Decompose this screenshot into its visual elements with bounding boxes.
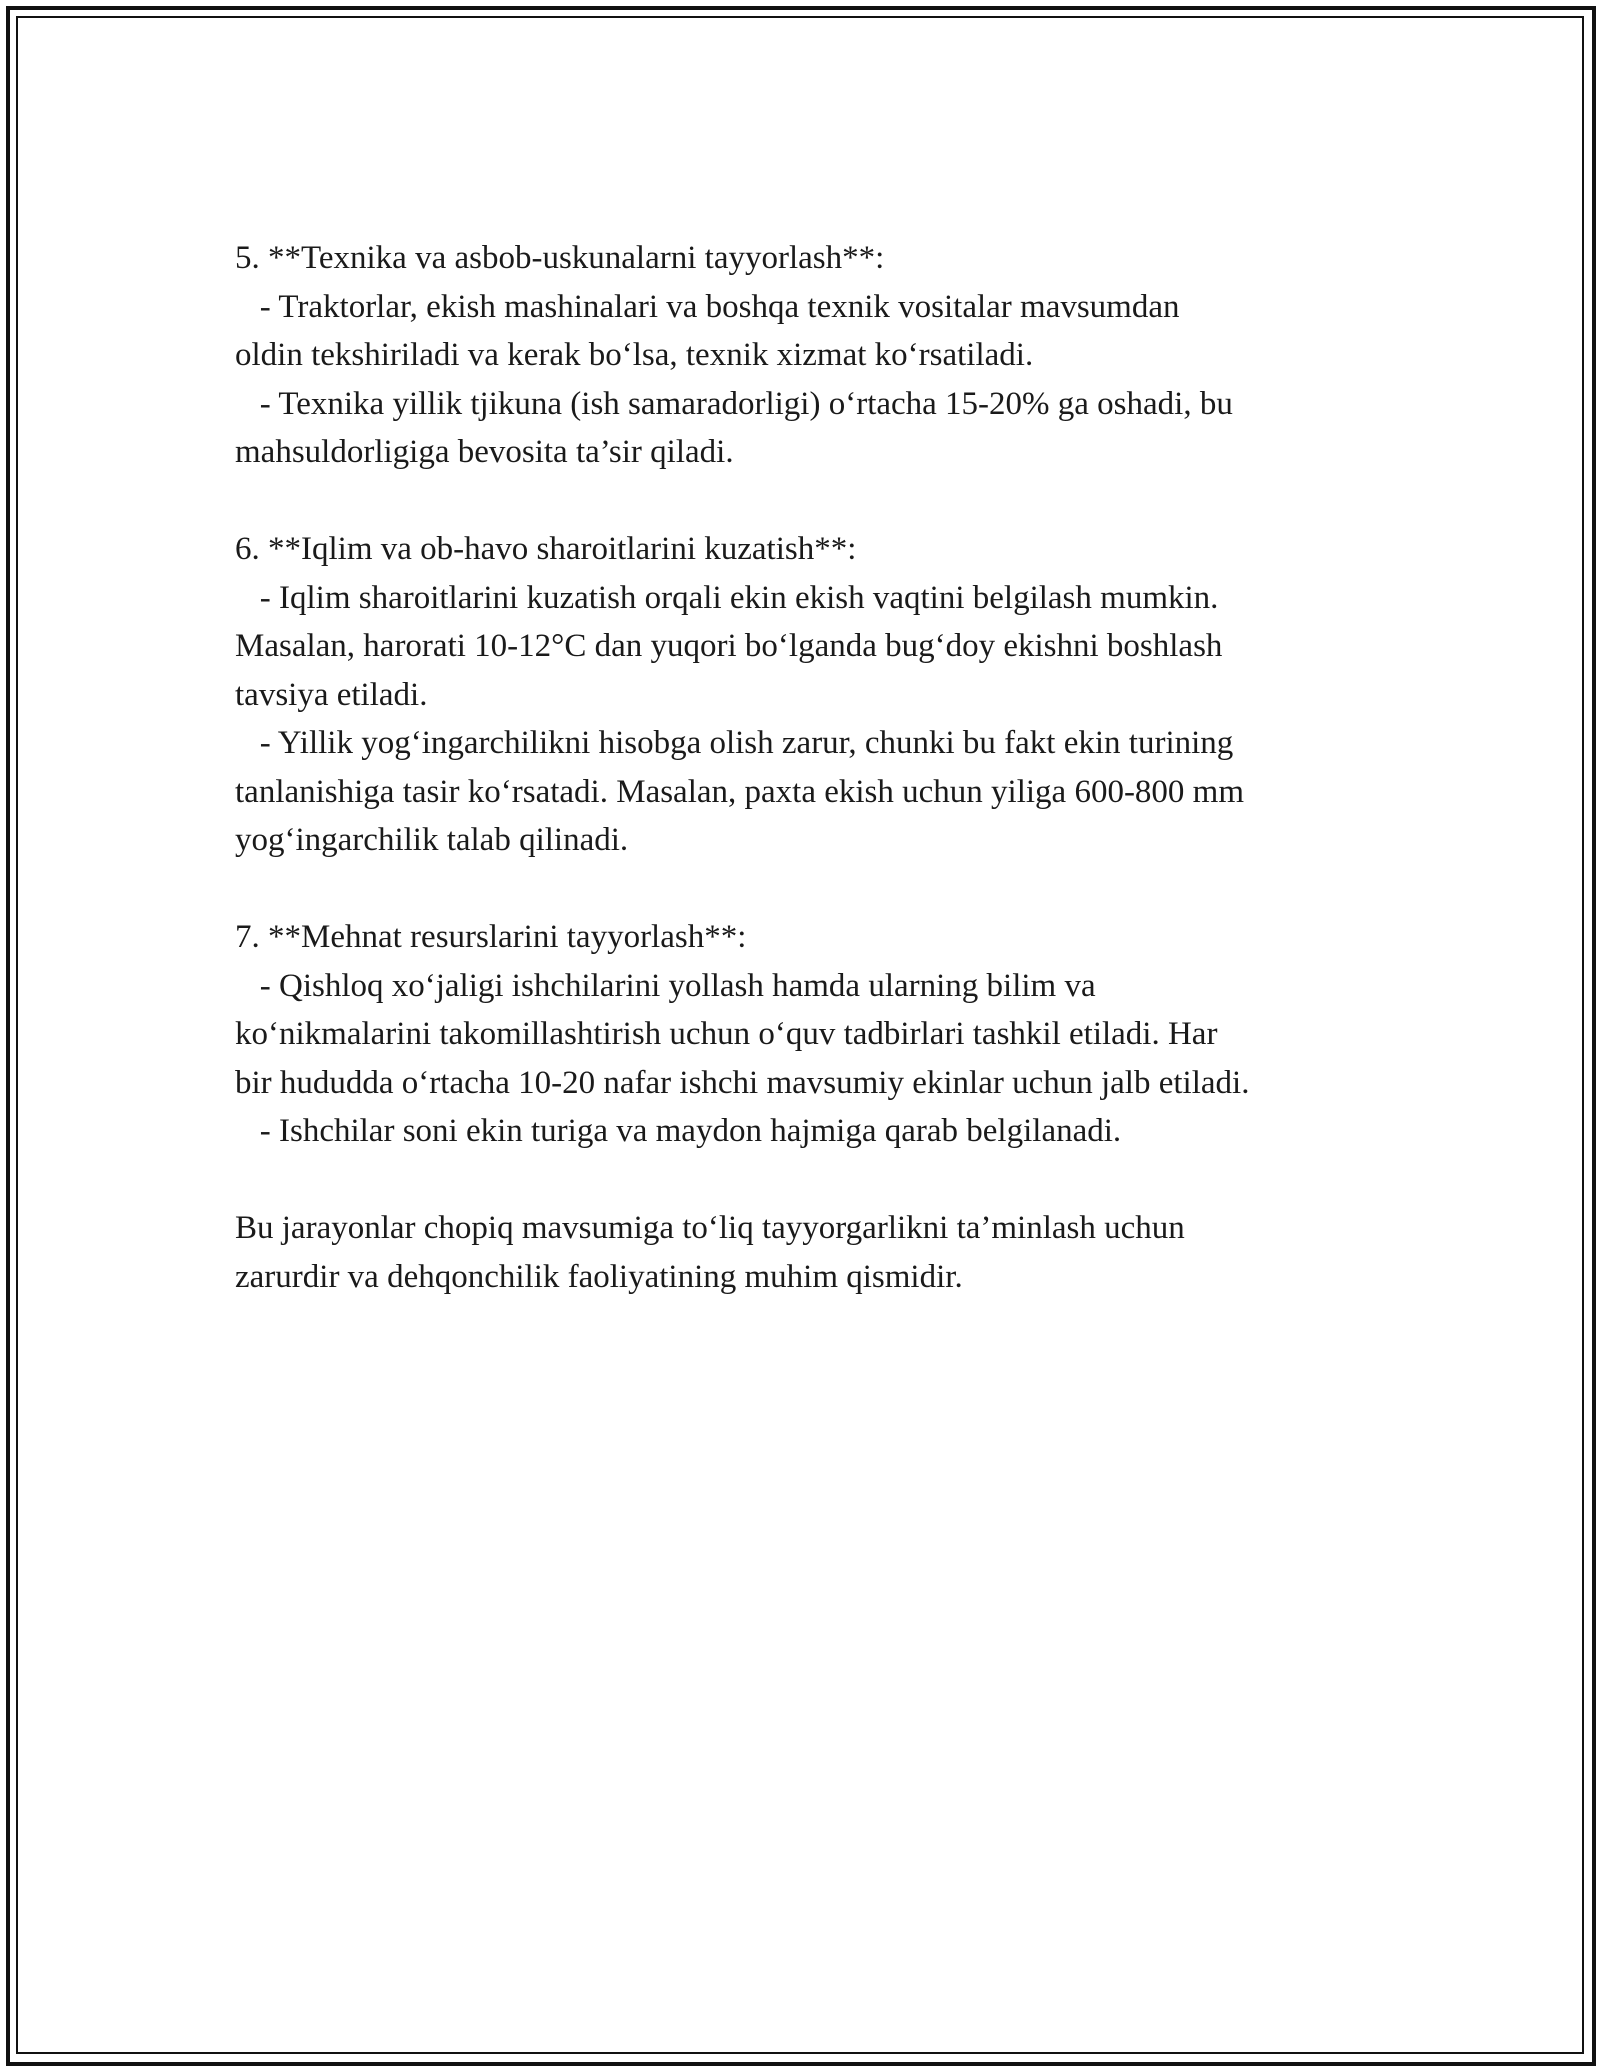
text-line: Bu jarayonlar chopiq mavsumiga to‘liq tayyorgarlikni ta’minlash uchun	[235, 1210, 1185, 1246]
text-line: tanlanishiga tasir ko‘rsatadi. Masalan, paxta ekish uchun yiliga 600-800 mm	[235, 773, 1245, 810]
document-body	[235, 234, 1375, 1350]
section-technique	[235, 234, 1375, 477]
text-line: - Ishchilar soni ekin turiga va maydon hajmiga qarab belgilanadi.	[235, 1113, 1122, 1149]
text-line: mahsuldorligiga bevosita ta’sir qiladi.	[235, 434, 734, 470]
text-line: - Yillik yog‘ingarchilikni hisobga olish zarur, chunki bu fakt ekin turining	[235, 725, 1234, 761]
text-line: - Traktorlar, ekish mashinalari va boshqa texnik vositalar mavsumdan	[235, 288, 1180, 325]
text-line: Masalan, harorati 10-12°C dan yuqori bo‘lganda bug‘doy ekishni boshlash	[235, 628, 1223, 664]
text-line: tavsiya etiladi.	[235, 676, 428, 713]
section-heading: 7. **Mehnat resurslarini tayyorlash**:	[235, 919, 747, 955]
section-heading: 5. **Texnika va asbob-uskunalarni tayyorlash**:	[235, 240, 885, 276]
text-line: bir hududda o‘rtacha 10-20 nafar ishchi mavsumiy ekinlar uchun jalb etiladi.	[235, 1064, 1250, 1101]
section-labor	[235, 913, 1375, 1156]
text-line: - Qishloq xo‘jaligi ishchilarini yollash hamda ularning bilim va	[235, 967, 1096, 1004]
section-climate	[235, 525, 1375, 865]
section-conclusion	[235, 1204, 1375, 1301]
text-line: - Iqlim sharoitlarini kuzatish orqali ekin ekish vaqtini belgilash mumkin.	[235, 579, 1219, 616]
text-line: yog‘ingarchilik talab qilinadi.	[235, 822, 629, 858]
text-line: - Texnika yillik tjikuna (ish samaradorligi) o‘rtacha 15-20% ga oshadi, bu	[235, 385, 1233, 422]
text-line: oldin tekshiriladi va kerak bo‘lsa, texnik xizmat ko‘rsatiladi.	[235, 337, 1034, 373]
text-line: ko‘nikmalarini takomillashtirish uchun o‘quv tadbirlari tashkil etiladi. Har	[235, 1016, 1218, 1052]
section-heading: 6. **Iqlim va ob-havo sharoitlarini kuzatish**:	[235, 531, 857, 567]
text-line: zarurdir va dehqonchilik faoliyatining muhim qismidir.	[235, 1258, 963, 1295]
